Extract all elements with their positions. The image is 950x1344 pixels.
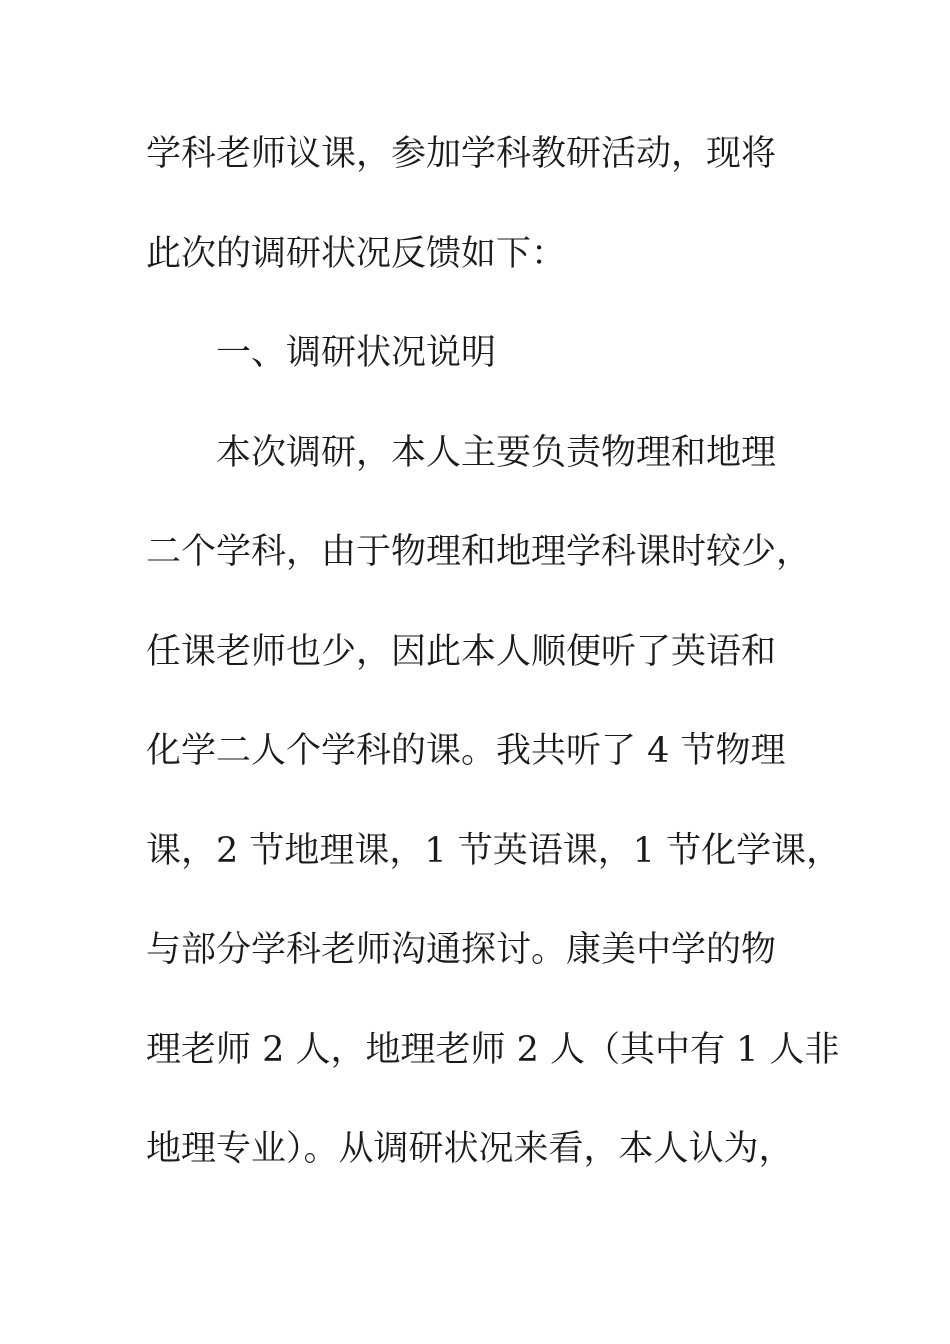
paragraph-first-line: 本次调研，本人主要负责物理和地理	[216, 433, 777, 473]
body-text-line: 二个学科，由于物理和地理学科课时较少，	[146, 532, 812, 572]
body-text-line: 学科老师议课，参加学科教研活动，现将	[146, 134, 777, 174]
body-text-line: 任课老师也少，因此本人顺便听了英语和	[146, 632, 777, 672]
body-text-line: 课，2 节地理课，1 节英语课，1 节化学课，	[146, 831, 842, 871]
section-heading: 一、调研状况说明	[216, 333, 497, 373]
body-text-line: 理老师 2 人，地理老师 2 人（其中有 1 人非	[146, 1030, 840, 1070]
body-text-line: 地理专业）。从调研状况来看，本人认为，	[146, 1129, 794, 1169]
body-text-line: 化学二人个学科的课。我共听了 4 节物理	[146, 731, 786, 771]
body-text-line: 此次的调研状况反馈如下：	[146, 234, 567, 274]
body-text-line: 与部分学科老师沟通探讨。康美中学的物	[146, 930, 777, 970]
